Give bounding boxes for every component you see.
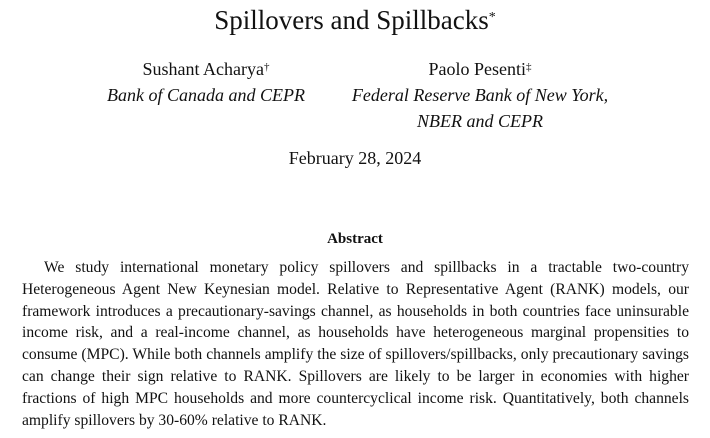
author-name: Paolo Pesenti‡ bbox=[428, 59, 532, 79]
abstract-heading: Abstract bbox=[327, 231, 383, 247]
author-block-acharya bbox=[100, 56, 312, 108]
author-affiliation: Federal Reserve Bank of New York, bbox=[351, 85, 609, 105]
author-affiliation: NBER and CEPR bbox=[417, 111, 543, 131]
title-footnote-mark: * bbox=[488, 10, 496, 25]
author-block-pesenti bbox=[340, 56, 620, 134]
paper-title bbox=[0, 3, 710, 37]
author-name: Sushant Acharya† bbox=[142, 59, 270, 79]
paper-date: February 28, 2024 bbox=[288, 148, 422, 168]
abstract-body: We study international monetary policy spillovers and spillbacks in a tractable two-country Heterogeneous Agent New Keynesian model. Relative to Representative Agent (RANK) models, our framework introduces a precautionary-savings channel, as households in both countries face uninsurable income risk, and a real-income channel, as households have heterogeneous marginal propensities to consume (MPC). While both channels amplify the size of spillovers/spillbacks, only precautionary savings can change their sign relative to RANK. Spillovers are likely to be larger in economies with higher fractions of high MPC households and more countercyclical income risk. Quantitatively, both channels amplify spillovers by 30-60% relative to RANK. bbox=[22, 259, 689, 429]
author-footnote-mark: ‡ bbox=[526, 61, 532, 73]
title-text: Spillovers and Spillbacks bbox=[214, 5, 489, 35]
author-affiliation: Bank of Canada and CEPR bbox=[107, 85, 305, 105]
author-footnote-mark: † bbox=[263, 61, 270, 73]
